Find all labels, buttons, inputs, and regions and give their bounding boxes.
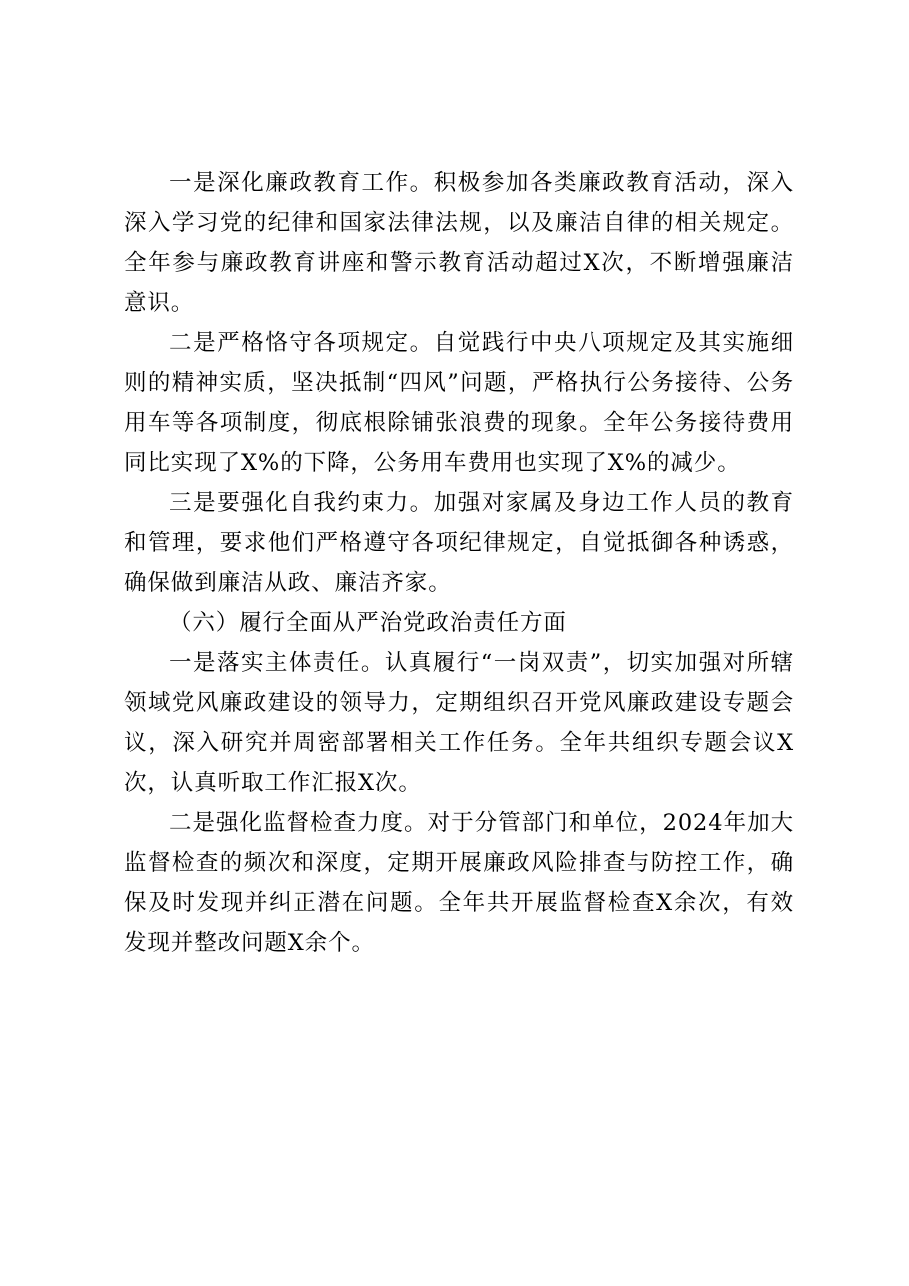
paragraph-self-discipline: 三是要强化自我约束力。加强对家属及身边工作人员的教育和管理，要求他们严格遵守各项纪律规定，自觉抵御各种诱惑，确保做到廉洁从政、廉洁齐家。 bbox=[124, 490, 794, 596]
paragraph-responsibility: 一是落实主体责任。认真履行“一岗双责”，切实加强对所辖领域党风廉政建设的领导力，定期组织召开党风廉政建设专题会议，深入研究并周密部署相关工作任务。全年共组织专题会议X次，认真听取工作汇报X次。 bbox=[124, 650, 794, 796]
section-heading: （六）履行全面从严治党政治责任方面 bbox=[169, 610, 567, 636]
document-body bbox=[124, 163, 794, 963]
paragraph-regulations: 二是严格恪守各项规定。自觉践行中央八项规定及其实施细则的精神实质，坚决抵制“四风”问题，严格执行公务接待、公务用车等各项制度，彻底根除铺张浪费的现象。全年公务接待费用同比实现了X%的下降，公务用车费用也实现了X%的减少。 bbox=[124, 330, 794, 476]
paragraph-supervision: 二是强化监督检查力度。对于分管部门和单位，2024年加大监督检查的频次和深度，定期开展廉政风险排查与防控工作，确保及时发现并纠正潜在问题。全年共开展监督检查X余次，有效发现并整改问题X余个。 bbox=[124, 810, 794, 956]
paragraph-education: 一是深化廉政教育工作。积极参加各类廉政教育活动，深入深入学习党的纪律和国家法律法规，以及廉洁自律的相关规定。全年参与廉政教育讲座和警示教育活动超过X次，不断增强廉洁意识。 bbox=[124, 170, 794, 316]
